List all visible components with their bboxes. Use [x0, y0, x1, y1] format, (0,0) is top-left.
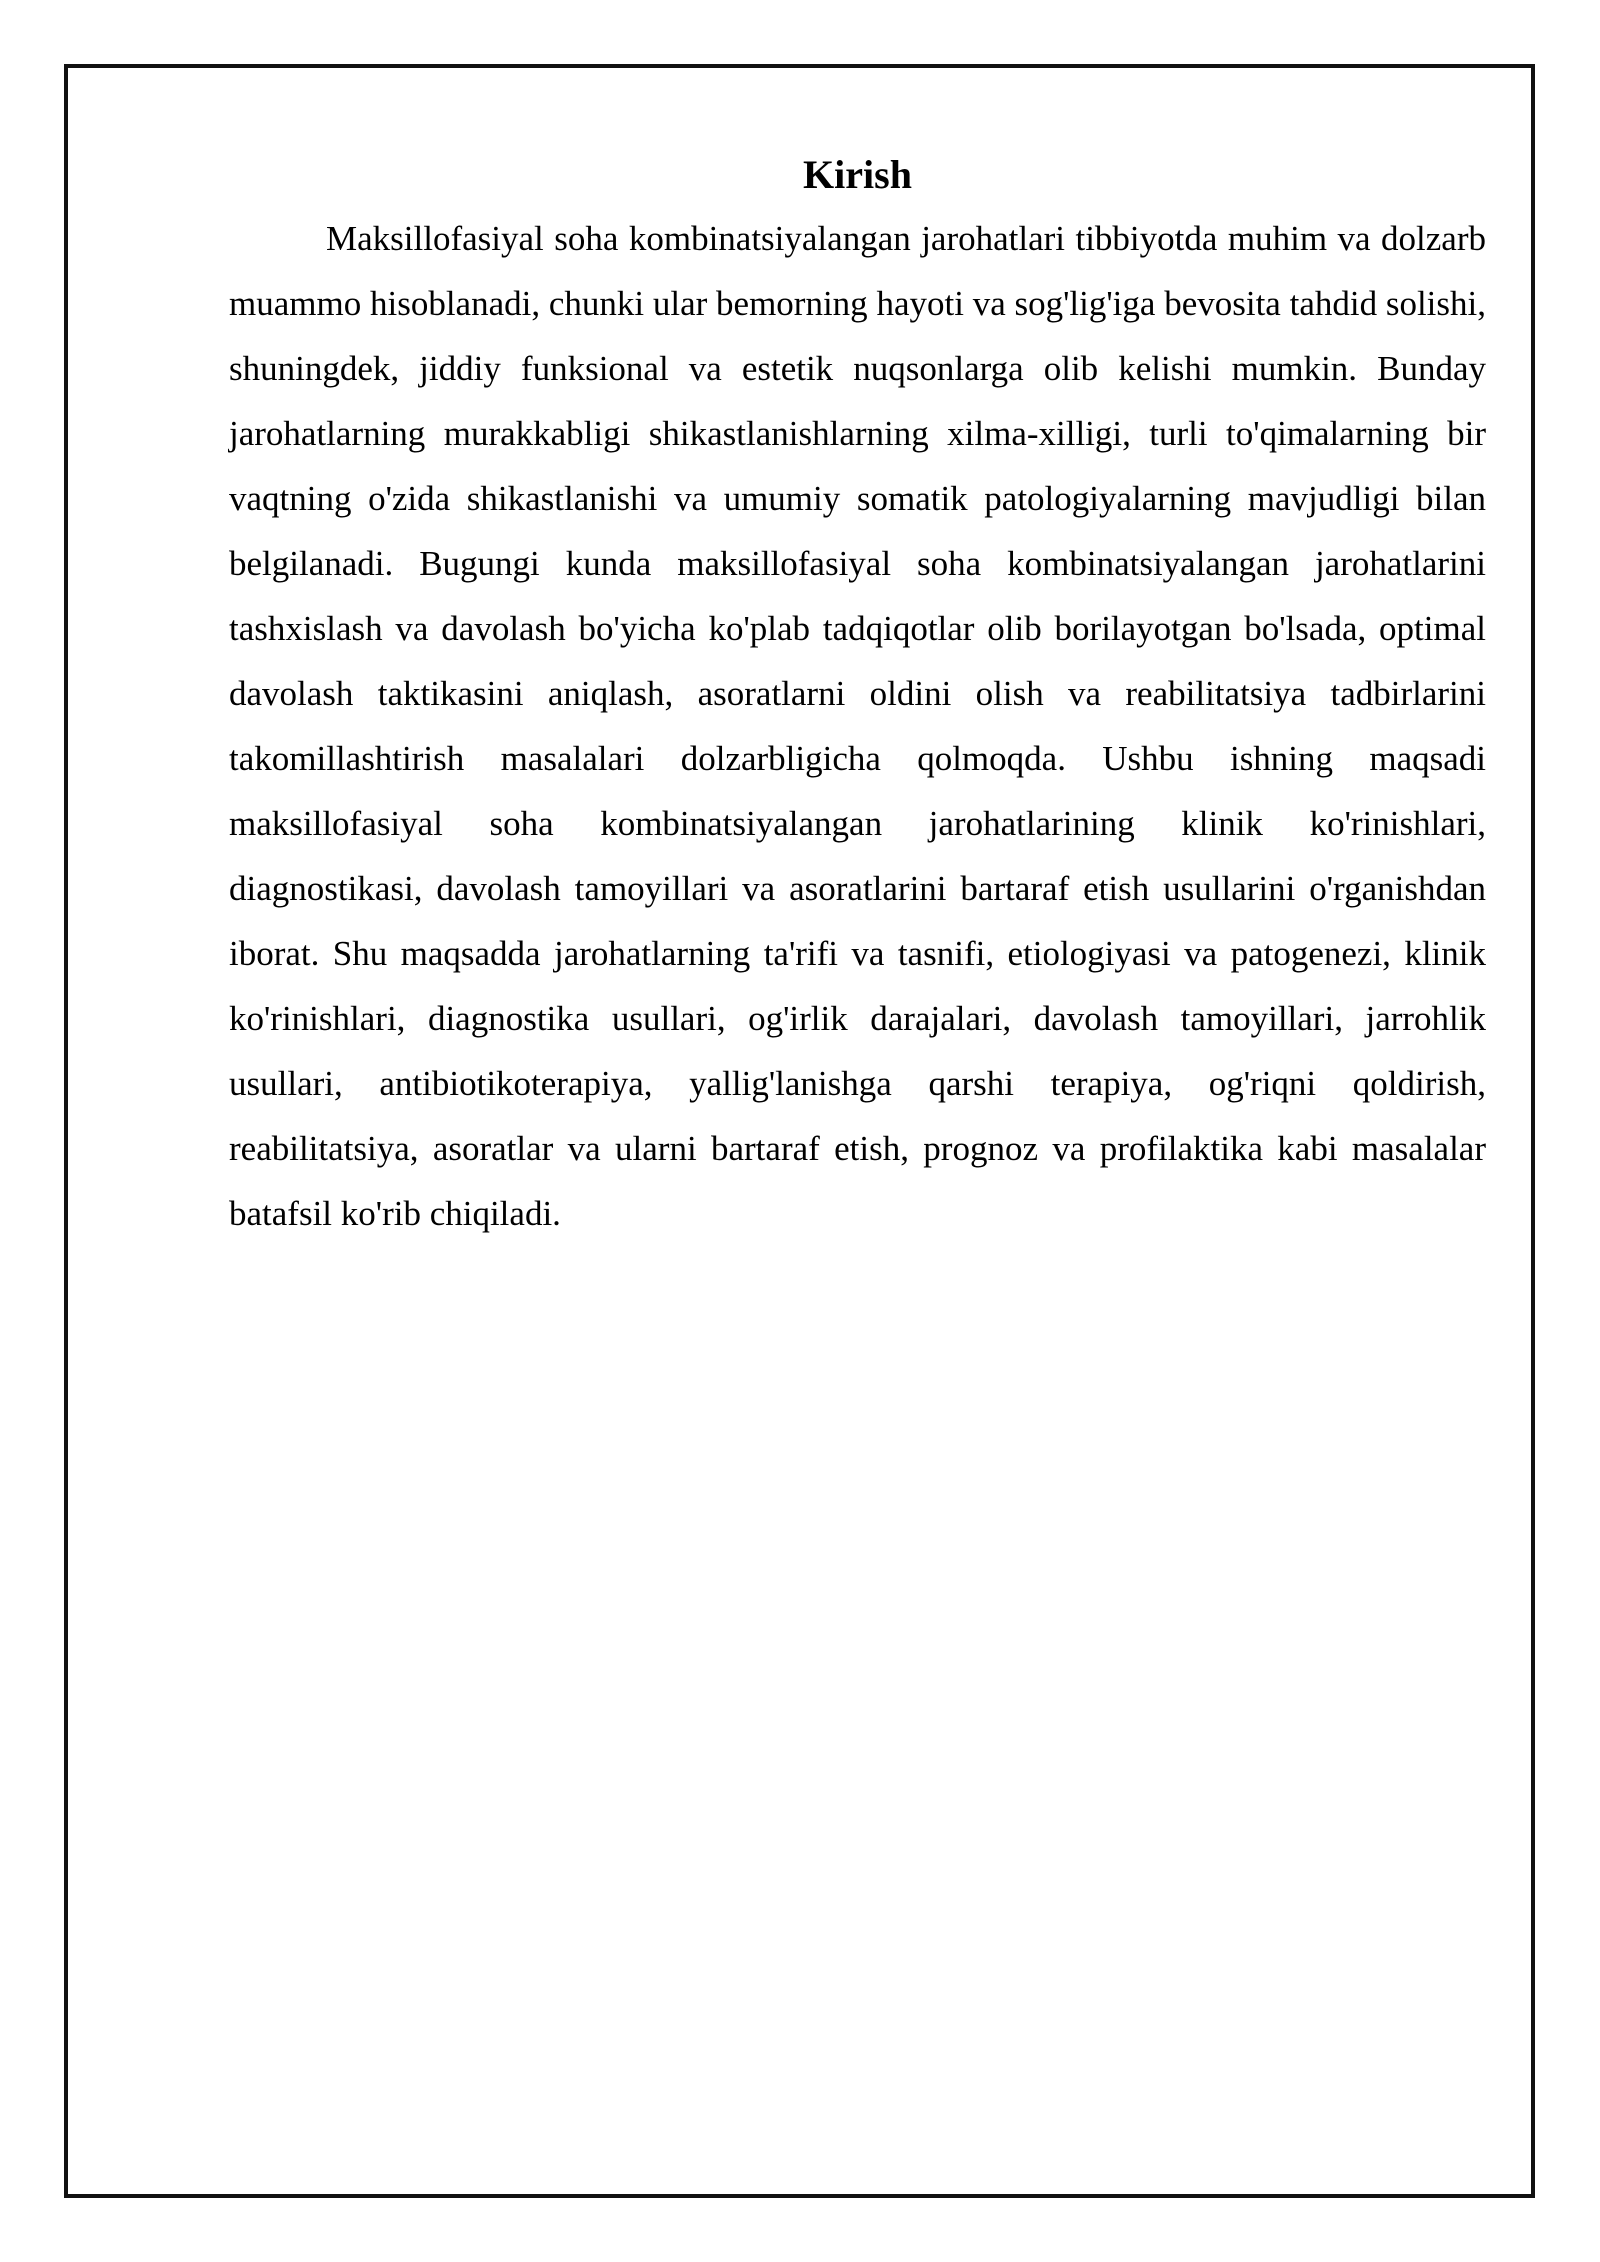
intro-paragraph: Maksillofasiyal soha kombinatsiyalangan jarohatlari tibbiyotda muhim va dolzarb muammo hisoblanadi, chunki ular bemorning hayoti va sog'lig'iga bevosita tahdid solishi, shuningdek, jiddiy funksional va estetik nuqsonlarga olib kelishi mumkin. Bunday jarohatlarning murakkabligi shikastlanishlarning xilma-xilligi, turli to'qimalarning bir vaqtning o'zida shikastlanishi va umumiy somatik patologiyalarning mavjudligi bilan belgilanadi. Bugungi kunda maksillofasiyal soha kombinatsiyalangan jarohatlarini tashxislash va davolash bo'yicha ko'plab tadqiqotlar olib borilayotgan bo'lsada, optimal davolash taktikasini aniqlash, asoratlarni oldini olish va reabilitatsiya tadbirlarini takomillashtirish masalalari dolzarbligicha qolmoqda. Ushbu ishning maqsadi maksillofasiyal soha kombinatsiyalangan jarohatlarining klinik ko'rinishlari, diagnostikasi, davolash tamoyillari va asoratlarini bartaraf etish usullarini o'rganishdan iborat. Shu maqsadda jarohatlarning ta'rifi va tasnifi, etiologiyasi va patogenezi, klinik ko'rinishlari, diagnostika usullari, og'irlik darajalari, davolash tamoyillari, jarrohlik usullari, antibiotikoterapiya, yallig'lanishga qarshi terapiya, og'riqni qoldirish, reabilitatsiya, asoratlar va ularni bartaraf etish, prognoz va profilaktika kabi masalalar batafsil ko'rib chiqiladi.: [229, 219, 1486, 1233]
document-content: [229, 150, 1486, 1246]
page-title: Kirish: [803, 152, 912, 197]
